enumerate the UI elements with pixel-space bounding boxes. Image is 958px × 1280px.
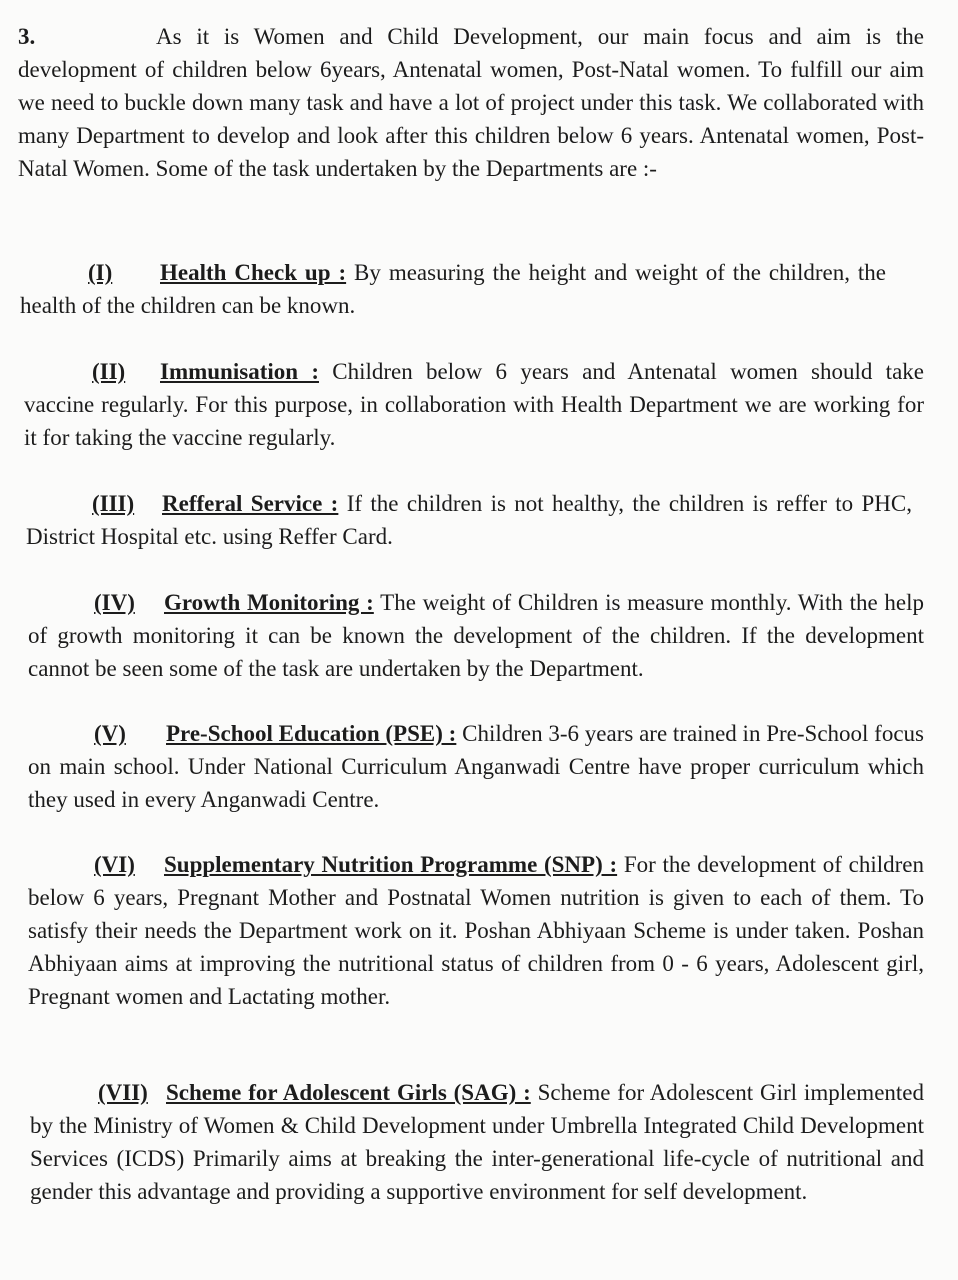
list-item-refferal-service (26, 487, 912, 553)
item-numeral: (I) (88, 260, 113, 285)
item-numeral: (VI) (94, 852, 135, 877)
item-text: Children 3-6 years are trained in Pre-School focus on main school. Under National Curriculum Anganwadi Centre have proper curriculum which they used in every Anganwadi Centre. (28, 721, 925, 812)
item-heading: Scheme for Adolescent Girls (SAG) : (166, 1080, 531, 1105)
item-numeral: (VII) (98, 1080, 148, 1105)
item-heading: Refferal Service : (162, 491, 339, 516)
item-text: Children below 6 years and Antenatal women should take vaccine regularly. For this purpose, in collaboration with Health Department we are working for it for taking the vaccine regularly. (24, 359, 924, 450)
section-intro-text: As it is Women and Child Development, our main focus and aim is the development of children below 6years, Antenatal women, Post-Natal women. To fulfill our aim we need to buckle down many task and have a lot of project under this task. We collaborated with many Department to develop and look after this children below 6 years. Antenatal women, Post-Natal Women. Some of the task undertaken by the Departments are :- (18, 24, 924, 181)
list-item-health-check-up (20, 256, 886, 322)
list-item-pre-school-education (28, 717, 924, 816)
section-number: 3. (18, 24, 36, 49)
item-text: The weight of Children is measure monthly. With the help of growth monitoring it can be known the development of the children. If the development cannot be seen some of the task are undertaken by the Department. (28, 590, 924, 681)
item-numeral: (IV) (94, 590, 135, 615)
item-heading: Growth Monitoring : (164, 590, 374, 615)
list-item-supplementary-nutrition (28, 848, 924, 1013)
list-item-growth-monitoring (28, 586, 924, 685)
section-intro-paragraph (18, 20, 924, 185)
item-numeral: (III) (92, 491, 135, 516)
item-numeral: (II) (92, 359, 126, 384)
item-text: By measuring the height and weight of the children, the health of the children can be known. (20, 260, 886, 318)
item-heading: Health Check up : (160, 260, 347, 285)
list-item-adolescent-girls (30, 1076, 924, 1208)
item-heading: Pre-School Education (PSE) : (166, 721, 457, 746)
item-text: For the development of children below 6 years, Pregnant Mother and Postnatal Women nutrition is given to each of them. To satisfy their needs the Department work on it. Poshan Abhiyaan Scheme is under taken. Poshan Abhiyaan aims at improving the nutritional status of children from 0 - 6 years, Adolescent girl, Pregnant women and Lactating mother. (28, 852, 924, 1009)
item-heading: Supplementary Nutrition Programme (SNP) : (164, 852, 618, 877)
item-numeral: (V) (94, 721, 126, 746)
item-text: If the children is not healthy, the children is reffer to PHC, District Hospital etc. using Reffer Card. (26, 491, 913, 549)
item-heading: Immunisation : (160, 359, 319, 384)
item-text: Scheme for Adolescent Girl implemented by the Ministry of Women & Child Development under Umbrella Integrated Child Development Services (ICDS) Primarily aims at breaking the inter-generational life-cycle of nutritional and gender this advantage and providing a supportive environment for self development. (30, 1080, 925, 1204)
list-item-immunisation (24, 355, 924, 454)
